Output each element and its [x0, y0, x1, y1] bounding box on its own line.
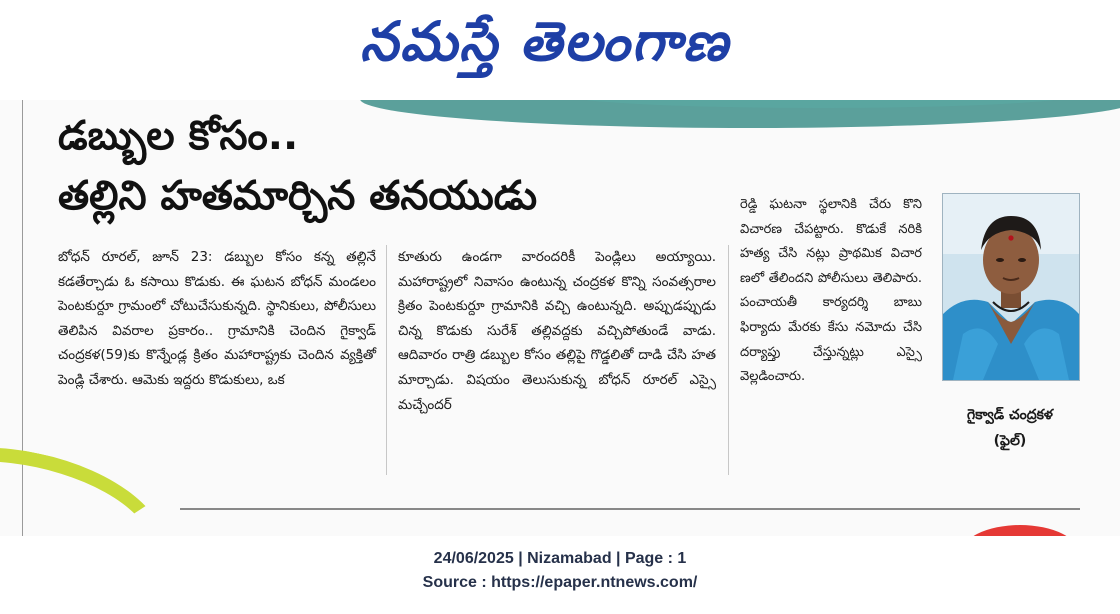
photo-caption: [932, 402, 1088, 454]
article-column-3: [740, 193, 922, 390]
newspaper-logo: నమస్తే తెలంగాణ: [360, 9, 730, 73]
page-footer: [0, 536, 1120, 614]
masthead: [0, 0, 1120, 100]
news-clipping: [0, 100, 1120, 536]
decorative-swoosh: [0, 424, 180, 536]
victim-photo: [942, 193, 1080, 381]
column-2-text: కూతురు ఉండగా వారందరికీ పెండ్లిలు అయ్యాయి. మహారాష్ట్రలో నివాసం ఉంటున్న చంద్రకళ కొన్ని సంవత్సరాల క్రితం పెంటకుర్దూ గ్రామానికి వచ్చి ఉంటున్నది. అప్పుడప్పుడు చిన్న కొడుకు సురేశ్ తల్లివద్దకు వచ్చిపోతుండే వాడు. ఆదివారం రాత్రి డబ్బుల కోసం తల్లిపై గొడ్డలితో దాడి చేసి హత మార్చాడు. విషయం తెలుసుకున్న బోధన్ రూరల్ ఎస్సై మచ్చేందర్: [398, 249, 716, 413]
photo-caption-file: (ఫైల్): [993, 433, 1027, 449]
column-1-text: బోధన్ రూరల్, జూన్ 23: డబ్బుల కోసం కన్న తల్లినే కడతేర్చాడు ఓ కసాయి కొడుకు. ఈ ఘటన బోధన్ మండలం పెంటకుర్దూ గ్రామంలో చోటుచేసుకున్నది. స్థానికులు, పోలీసులు తెలిపిన వివరాల ప్రకారం.. గ్రామానికి చెందిన గైక్వాడ్ చంద్రకళ(59)కు కొన్నేండ్ల క్రితం మహారాష్ట్రకు చెందిన వ్యక్తితో పెండ్లి చేశారు. ఆమెకు ఇద్దరు కొడుకులు, ఒక: [58, 249, 376, 388]
divider-rule: [180, 508, 1080, 510]
article-column-2: [398, 245, 716, 417]
column-3-text: రెడ్డి ఘటనా స్థలానికి చేరు కొని విచారణ చేపట్టారు. కొడుకే నరికి హత్య చేసి నట్లు ప్రాథమిక విచార ణలో తేలిందని పోలీసులు తెలిపారు. పంచాయతీ కార్యదర్శి బాబు ఫిర్యాదు మేరకు కేసు నమోదు చేసి దర్యాప్తు చేస్తున్నట్లు ఎస్సై వెల్లడించారు.: [740, 197, 922, 385]
article-headline: [58, 110, 658, 222]
column-divider: [386, 245, 387, 475]
column-divider: [728, 245, 729, 475]
headline-line-1: డబ్బుల కోసం..: [58, 113, 299, 159]
source-link[interactable]: Source : https://epaper.ntnews.com/: [422, 574, 698, 591]
article-column-1: [58, 245, 376, 393]
photo-caption-name: గైక్వాడ్ చంద్రకళ: [967, 407, 1053, 423]
headline-line-2: తల్లిని హతమార్చిన తనయుడు: [58, 173, 538, 219]
edition-info: 24/06/2025 | Nizamabad | Page : 1: [433, 550, 687, 567]
decorative-red-shape: [960, 525, 1080, 536]
